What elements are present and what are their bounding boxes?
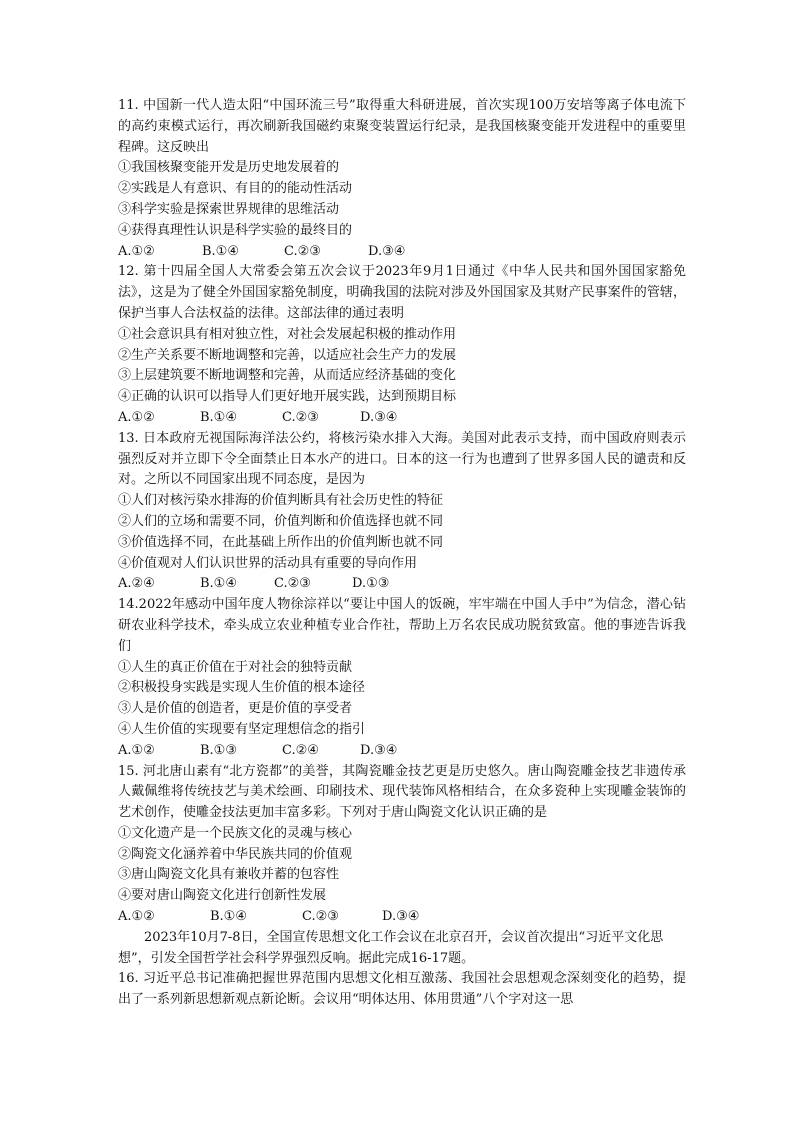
question-14: [118, 595, 686, 761]
question-16-stem: 16. 习近平总书记准确把握世界范围内思想文化相互激荡、我国社会思想观念深刻变化的趋势，提出了一系列新思想新观点新论断。会议用“明体达用、体用贯通”八个字对这一思: [118, 971, 686, 1008]
choice-b: B.①④: [200, 409, 237, 425]
option-4: ④正确的认识可以指导人们更好地开展实践，达到预期目标: [118, 389, 457, 405]
material-intro: 2023年10月7-8日，全国宣传思想文化工作会议在北京召开，会议首次提出“习近平文化思想”，引发全国哲学社会科学界强烈反响。据此完成16-17题。: [118, 929, 664, 966]
choice-c: C.②③: [302, 909, 339, 925]
option-3: ③人是价值的创造者，更是价值的享受者: [118, 701, 353, 717]
question-stem: 13. 日本政府无视国际海洋法公约，将核污染水排入大海。美国对此表示支持，而中国政府则表示强烈反对并立即下令全面禁止日本水产的进口。日本的这一行为也遭到了世界多国人民的谴责和反对。之所以不同国家出现不同态度，是因为: [118, 430, 686, 488]
choice-b: B.①④: [210, 909, 247, 925]
choice-a: A.①②: [118, 243, 155, 259]
question-stem: 12. 第十四届全国人大常委会第五次会议于2023年9月1日通过《中华人民共和国外国国家豁免法》，这是为了健全外国国家豁免制度，明确我国的法院对涉及外国国家及其财产民事案件的管辖，保护当事人合法权益的法律。这部法律的通过表明: [118, 264, 686, 321]
option-4: ④获得真理性认识是科学实验的最终目的: [118, 222, 353, 238]
choice-c: C.②④: [282, 742, 319, 758]
question-stem: 14.2022年感动中国年度人物徐淙祥以“要让中国人的饭碗，牢牢端在中国人手中”为信念，潜心钻研农业科学技术，牵头成立农业种植专业合作社，帮助上万名农民成功脱贫致富。他的事迹告诉我们: [118, 597, 686, 654]
choice-d: D.③④: [360, 742, 398, 758]
option-2: ②生产关系要不断地调整和完善，以适应社会生产力的发展: [118, 347, 457, 363]
option-1: ①文化遗产是一个民族文化的灵魂与核心: [118, 825, 353, 841]
choice-d: D.①③: [352, 576, 390, 592]
option-1: ①社会意识具有相对独立性，对社会发展起积极的推动作用: [118, 326, 457, 342]
choice-b: B.①④: [200, 576, 237, 592]
answer-choices: [118, 741, 686, 762]
question-15: [118, 762, 686, 928]
option-3: ③上层建筑要不断地调整和完善，从而适应经济基础的变化: [118, 368, 457, 384]
question-12: [118, 262, 686, 428]
option-2: ②人们的立场和需要不同，价值判断和价值选择也就不同: [118, 513, 444, 529]
option-2: ②陶瓷文化涵养着中华民族共同的价值观: [118, 846, 353, 862]
option-2: ②实践是人有意识、有目的的能动性活动: [118, 181, 353, 197]
choice-d: D.③④: [360, 409, 398, 425]
option-1: ①我国核聚变能开发是历史地发展着的: [118, 160, 340, 176]
answer-choices: [118, 574, 686, 595]
question-13: [118, 429, 686, 595]
choice-d: D.③④: [382, 909, 420, 925]
option-3: ③科学实验是探索世界规律的思维活动: [118, 201, 340, 217]
answer-choices: [118, 907, 686, 928]
choice-b: B.①③: [200, 742, 237, 758]
exam-page: [118, 96, 686, 1011]
option-2: ②积极投身实践是实现人生价值的根本途径: [118, 680, 366, 696]
answer-choices: [118, 242, 686, 263]
choice-c: C.②③: [284, 243, 321, 259]
question-11: [118, 96, 686, 262]
choice-a: A.②④: [118, 576, 155, 592]
question-stem: 11. 中国新一代人造太阳“中国环流三号”取得重大科研进展，首次实现100万安培等离子体电流下的高约束模式运行，再次刷新我国磁约束聚变装置运行纪录，是我国核聚变能开发进程中的重要里程碑。这反映出: [118, 98, 686, 155]
option-3: ③价值选择不同，在此基础上所作出的价值判断也就不同: [118, 534, 444, 550]
option-4: ④人生价值的实现要有坚定理想信念的指引: [118, 721, 366, 737]
choice-c: C.②③: [282, 409, 319, 425]
choice-b: B.①④: [202, 243, 239, 259]
question-stem: 15. 河北唐山素有“北方瓷都”的美誉，其陶瓷雕金技艺更是历史悠久。唐山陶瓷雕金技艺非遗传承人戴佩维将传统技艺与美术绘画、印刷技术、现代装饰风格相结合，在众多瓷种上实现雕金装饰的艺术创作，使雕金技法更加丰富多彩。下列对于唐山陶瓷文化认识正确的是: [118, 763, 686, 821]
choice-d: D.③④: [368, 243, 406, 259]
option-1: ①人们对核污染水排海的价值判断具有社会历史性的特征: [118, 493, 444, 509]
option-4: ④价值观对人们认识世界的活动具有重要的导向作用: [118, 555, 418, 571]
option-3: ③唐山陶瓷文化具有兼收并蓄的包容性: [118, 867, 340, 883]
option-4: ④要对唐山陶瓷文化进行创新性发展: [118, 888, 327, 904]
choice-a: A.①②: [118, 909, 155, 925]
option-1: ①人生的真正价值在于对社会的独特贡献: [118, 659, 353, 675]
choice-c: C.②③: [274, 576, 311, 592]
choice-a: A.①②: [118, 742, 155, 758]
answer-choices: [118, 408, 686, 429]
choice-a: A.①②: [118, 409, 155, 425]
